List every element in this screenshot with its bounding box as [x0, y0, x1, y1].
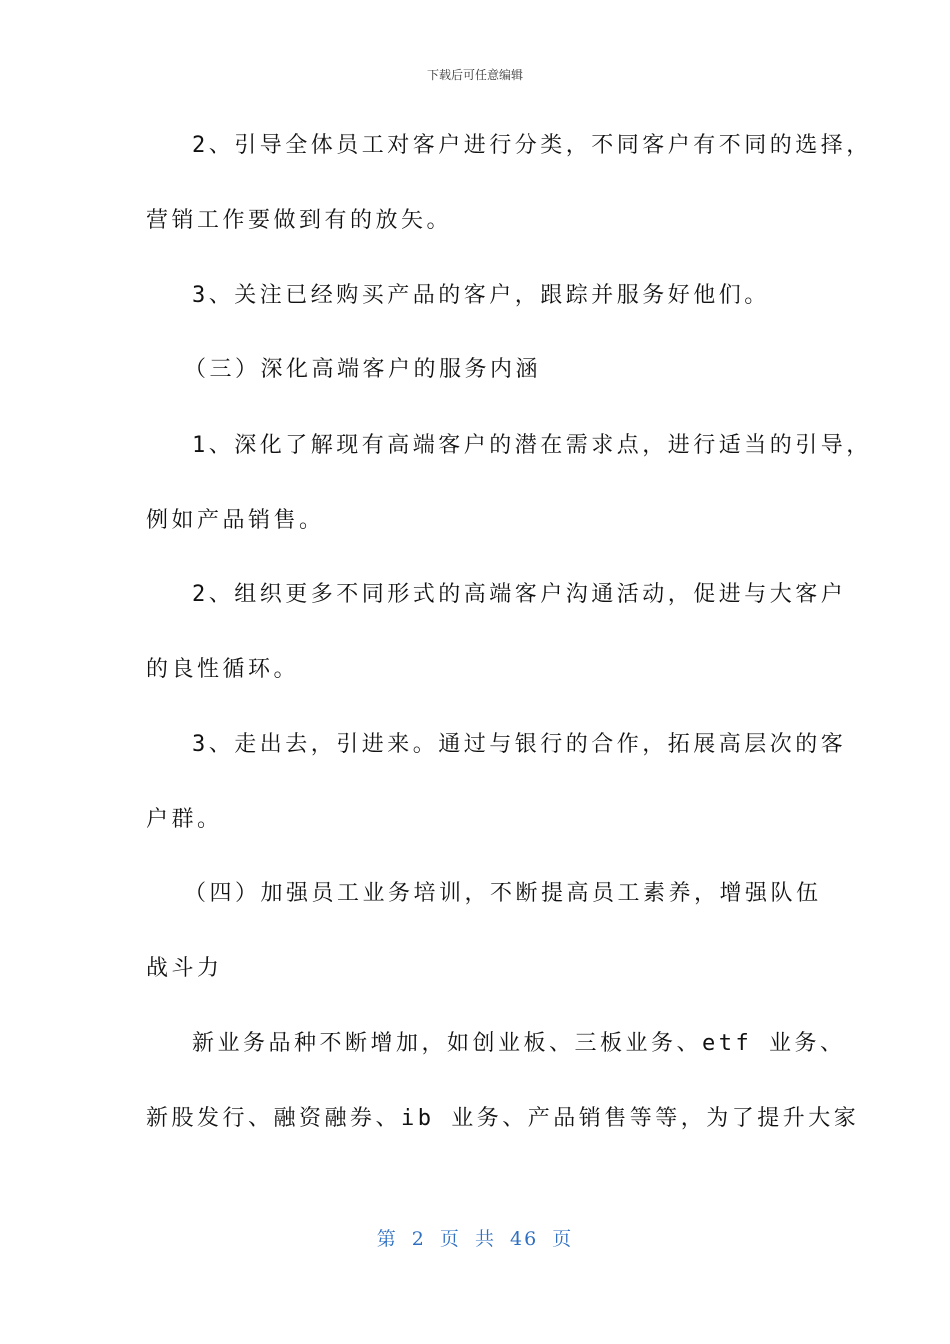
paragraph-line-3: 3、关注已经购买产品的客户，跟踪并服务好他们。: [192, 283, 770, 308]
paragraph-line-2: 营销工作要做到有的放矢。: [146, 208, 453, 233]
paragraph-line-8: 的良性循环。: [146, 657, 300, 682]
paragraph-line-10: 户群。: [146, 807, 223, 832]
page-header: 下载后可任意编辑: [426, 68, 523, 82]
paragraph-line-12: 战斗力: [146, 956, 223, 981]
section-heading-3: （三）深化高端客户的服务内涵: [184, 357, 542, 382]
paragraph-line-1: 2、引导全体员工对客户进行分类，不同客户有不同的选择，: [192, 133, 872, 158]
paragraph-line-9: 3、走出去，引进来。通过与银行的合作，拓展高层次的客: [192, 732, 847, 757]
paragraph-line-7: 2、组织更多不同形式的高端客户沟通活动，促进与大客户: [192, 582, 847, 607]
paragraph-line-5: 1、深化了解现有高端客户的潜在需求点，进行适当的引导，: [192, 433, 872, 458]
section-heading-4: （四）加强员工业务培训，不断提高员工素养，增强队伍: [184, 881, 822, 906]
paragraph-line-14: 新股发行、融资融券、ib 业务、产品销售等等，为了提升大家: [146, 1106, 860, 1131]
paragraph-line-6: 例如产品销售。: [146, 508, 325, 533]
paragraph-line-13: 新业务品种不断增加，如创业板、三板业务、etf 业务、: [192, 1031, 846, 1056]
page-number-footer: 第 2 页 共 46 页: [376, 1228, 574, 1250]
